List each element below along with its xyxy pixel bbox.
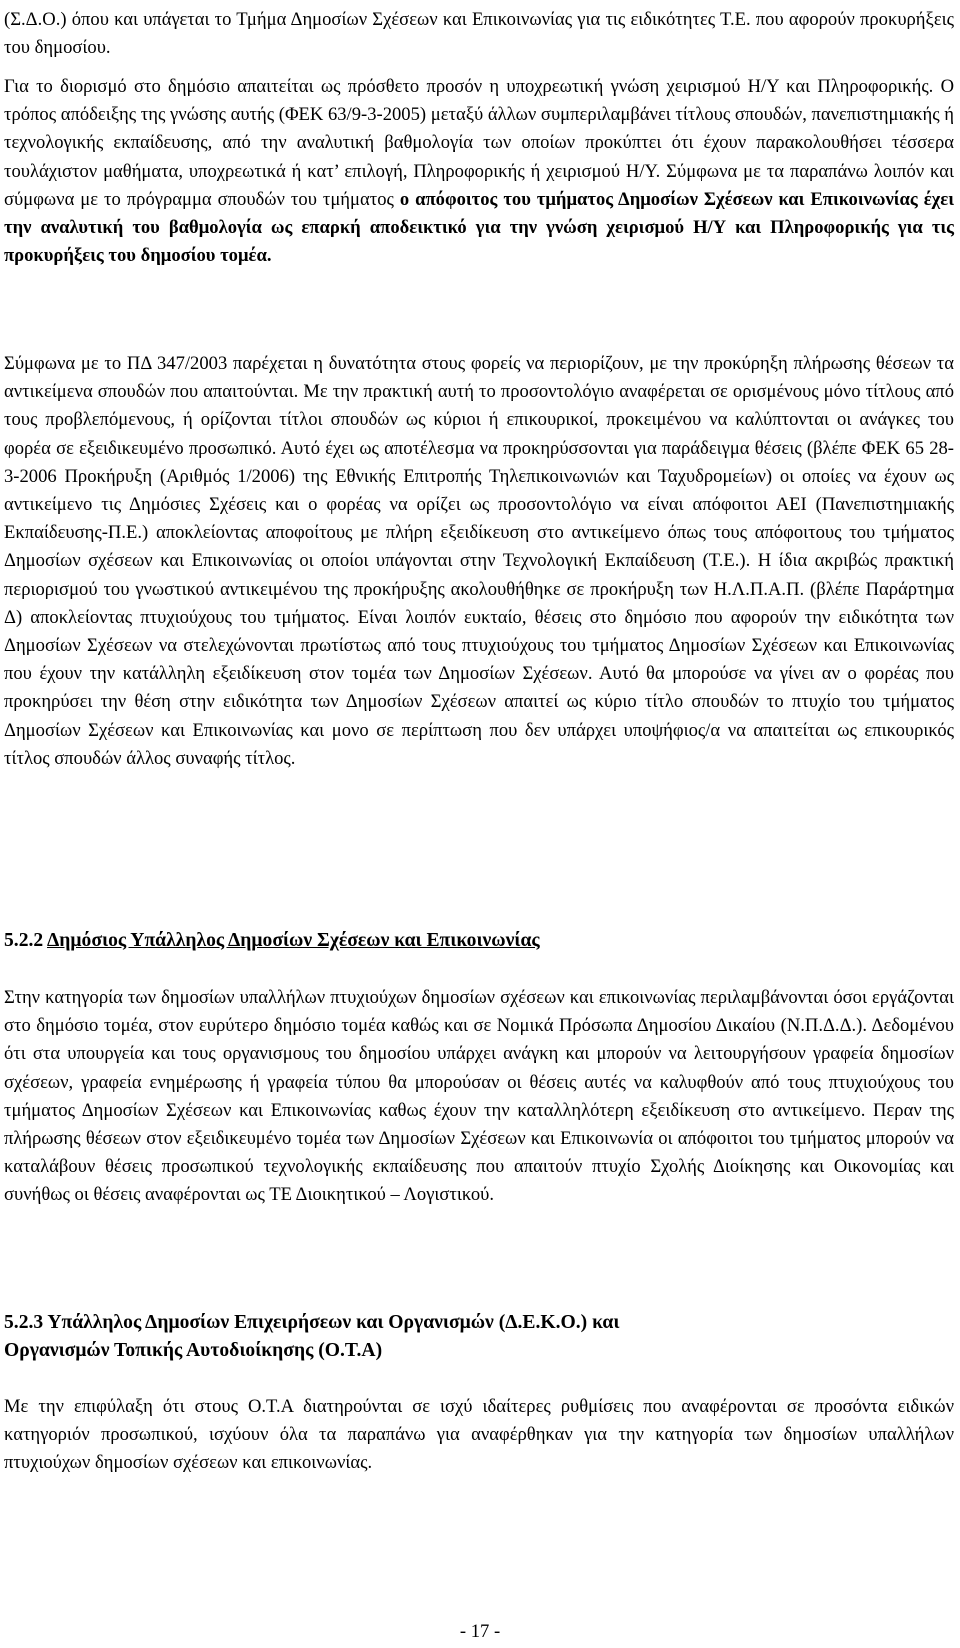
paragraph-continuation <box>4 6 954 62</box>
paragraph-public-servant <box>4 984 954 1210</box>
section-title-line-1: 5.2.3 Υπάλληλος Δημοσίων Επιχειρήσεων και Οργανισμών (Δ.Ε.Κ.Ο.) και <box>4 1312 620 1333</box>
paragraph-text: Για το διορισμό στο δημόσιο απαιτείται ως πρόσθετο προσόν η υποχρεωτική γνώση χειρισμού Η/Υ και Πληροφορικής. Ο τρόπος απόδειξης της γνώσης αυτής (ΦΕΚ 63/9-3-2005) μεταξύ άλλων συμπεριλαμβάνει τίτλους σπουδών, πανεπιστημιακής ή τεχνολογικής εκπαίδευσης, από την αναλυτική βαθμολογία των οποίων προκύπτει ότι έχουν παρακολουθήσει τέσσερα τουλάχιστον μαθήματα, υποχρεωτικά ή κατ’ επιλογή, Πληροφορικής ή χειρισμού Η/Υ. Σύμφωνα με τα παραπάνω λοιπόν και σύμφωνα με το πρόγραμμα σπουδών του τμήματος <box>4 76 954 210</box>
page-number: - 17 - <box>459 1621 501 1642</box>
section-heading-5-2-3 <box>4 1309 619 1365</box>
paragraph-text: Σύμφωνα με το ΠΔ 347/2003 παρέχεται η δυνατότητα στους φορείς να περιορίζουν, με την προκύρηξη πλήρωσης θέσεων τα αντικείμενα σπουδών που απαιτούνται. Με την πρακτική αυτή το προσοντολόγιο αναφέρεται σε ορισμένους μόνο τίτλους από τους προβλεπόμενους, ή ορίζονται τίτλοι σπουδών ως κύριοι ή επικουρικοί, προκειμένου να καλύπτονται οι ανάγκες του φορέα σε εξειδικευμένο προσωπικό. Αυτό έχει ως αποτέλεσμα να προκηρύσσονται για παράδειγμα θέσεις (βλέπε ΦΕΚ 65 28-3-2006 Προκήρυξη (Αριθμός 1/2006) της Εθνικής Επιτροπής Τηλεπικοινωνιών και Ταχυδρομείων) οι οποίες να έχουν ως αντικείμενο τις Δημόσιες Σχέσεις και ο φορέας να ορίζει ως προσοντολόγιο να είναι απόφοιτοι ΑΕΙ (Πανεπιστημιακής Εκπαίδευσης-Π.Ε.) αποκλείοντας αποφοίτους με πλήρη εξειδίκευση στο αντικείμενο όπως τους απόφοιτους του τμήματος Δημοσίων σχέσεων και Επικοινωνίας οι οποίοι υπάγονται στην Τεχνολογική Εκπαίδευση (Τ.Ε.). Η ίδια ακριβώς πρακτική περιορισμού του γνωστικού αντικειμένου της προκήρυξης ακολουθήθηκε σε προκήρυξη των Η.Λ.Π.Α.Π. (βλέπε Παράρτημα Δ) αποκλείοντας πτυχιούχους του τμήματος. Είναι λοιπόν ευκταίο, θέσεις στο δημόσιο που αφορούν την ειδικότητα των Δημοσίων Σχέσεων να στελεχώνονται πρωτίστως από τους πτυχιούχους του τμήματος Δημοσίων Σχέσεων και Επικοινωνίας που έχουν την κατάλληλη εξειδίκευση στον τομέα των Δημοσίων Σχέσεων. Αυτό θα μπορούσε να γίνει αν ο φορέας που προκηρύσει την θέση στην ειδικότητα των Δημοσίων Σχέσεων απαιτεί ως κύριο τίτλο σπουδών το πτυχίο του τμήματος Δημοσίων Σχέσεων και Επικοινωνίας και μονο σε περίπτωση που δεν υπάρχει υποψήφιος/α να απαιτείται ως επικουρικός τίτλος σπουδών άλλος συναφής τίτλος. <box>4 353 954 769</box>
section-title: Δημόσιος Υπάλληλος Δημοσίων Σχέσεων και Επικοινωνίας <box>47 930 540 951</box>
paragraph-text: Στην κατηγορία των δημοσίων υπαλλήλων πτυχιούχων δημοσίων σχέσεων και επικοινωνίας περιλαμβάνονται όσοι εργάζονται στο δημόσιο τομέα, στον ευρύτερο δημόσιο τομέα καθώς και σε Νομικά Πρόσωπα Δημοσίου Δικαίου (Ν.Π.Δ.Δ.). Δεδομένου ότι στα υπουργεία και τους οργανισμους του δημοσίου υπάρχει ανάγκη και μπορούν να λειτουργήσουν γραφεία δημοσίων σχέσεων, γραφεία ενημέρωσης ή γραφεία τύπου θα μπορούσαν οι θέσεις αυτές να καλυφθούν από τους πτυχιούχους του τμήματος Δημοσίων Σχέσεων και Επικοινωνίας καθως έχουν την καταλληλότερη εξειδίκευση στο αντικείμενο. Περαν της πλήρωσης θέσεων στον εξειδικευμένο τομέα των Δημοσίων Σχέσεων και Επικοινωνία οι απόφοιτοι του τμήματος μπορούν να καταλάβουν θέσεις προσωπικού τεχνολογικής εκπαίδευσης που απαιτούν πτυχίο Σχολής Διοίκησης και Οικονομίας και συνήθως οι θέσεις αναφέρονται ως ΤΕ Διοικητικού – Λογιστικού. <box>4 987 954 1206</box>
section-title-line-2: Οργανισμών Τοπικής Αυτοδιοίκησης (Ο.Τ.Α) <box>4 1340 383 1362</box>
section-heading-5-2-2 <box>4 927 540 955</box>
paragraph-bold-text: ο απόφοιτος του τμήματος Δημοσίων Σχέσεων και Επικοινωνίας έχει την αναλυτική του βαθμολογία ως επαρκή αποδεικτικό για την γνώση χειρισμού Η/Υ και Πληροφορικής για τις προκυρήξεις του δημοσίου τομέα. <box>4 188 954 267</box>
section-number: 5.2.2 <box>4 930 48 951</box>
paragraph-pd-347 <box>4 350 954 773</box>
paragraph-ota <box>4 1393 954 1478</box>
paragraph-text: Με την επιφύλαξη ότι στους Ο.Τ.Α διατηρούνται σε ισχύ ιδαίτερες ρυθμίσεις που αναφέρονται σε προσόντα ειδικών κατηγοριόν προσωπικού, ισχύουν όλα τα παραπάνω για αναφέρθηκαν για την κατηγορία των δημοσίων υπαλλήλων πτυχιούχων δημοσίων σχέσεων και επικοινωνίας. <box>4 1396 954 1474</box>
paragraph-text: (Σ.Δ.Ο.) όπου και υπάγεται το Τμήμα Δημοσίων Σχέσεων και Επικοινωνίας για τις ειδικότητες Τ.Ε. που αφορούν προκυρήξεις του δημοσίου. <box>4 9 954 59</box>
paragraph-computer-skills <box>4 73 954 270</box>
